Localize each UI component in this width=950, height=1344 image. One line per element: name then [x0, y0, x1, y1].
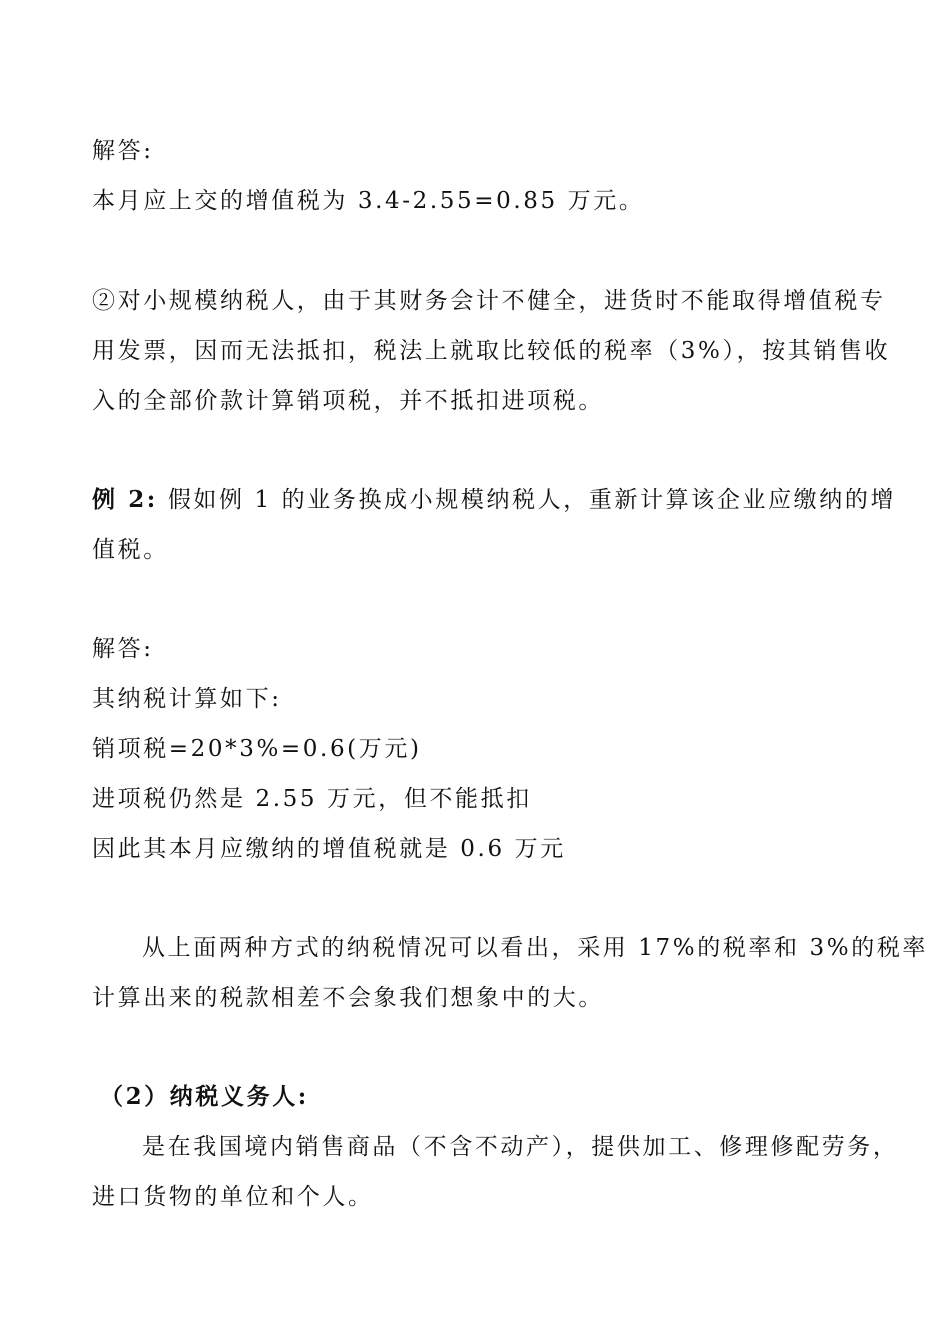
- example-2-text: 假如例 1 的业务换成小规模纳税人，重新计算该企业应缴纳的增: [157, 487, 897, 513]
- paragraph-small-taxpayer-line-1: ②对小规模纳税人，由于其财务会计不健全，进货时不能取得增值税专: [92, 288, 886, 314]
- example-2-label: 例 2:: [92, 486, 158, 513]
- taxpayer-definition-line-2: 进口货物的单位和个人。: [92, 1184, 374, 1210]
- section-heading-taxpayer: （2）纳税义务人:: [100, 1083, 309, 1110]
- comparison-line-1: 从上面两种方式的纳税情况可以看出，采用 17%的税率和 3%的税率: [142, 935, 929, 961]
- example-2-line-2: 值税。: [92, 537, 169, 563]
- answer-label-1: 解答:: [92, 138, 154, 164]
- input-tax-note: 进项税仍然是 2.55 万元，但不能抵扣: [92, 786, 532, 812]
- monthly-vat-result: 因此其本月应缴纳的增值税就是 0.6 万元: [92, 836, 566, 862]
- calculation-intro: 其纳税计算如下:: [92, 686, 282, 712]
- taxpayer-definition-line-1: 是在我国境内销售商品（不含不动产），提供加工、修理修配劳务，: [142, 1134, 899, 1160]
- comparison-line-2: 计算出来的税款相差不会象我们想象中的大。: [92, 985, 604, 1011]
- output-tax-calculation: 销项税=20*3%=0.6(万元): [92, 736, 422, 762]
- answer-label-2: 解答:: [92, 636, 154, 662]
- answer-text-1: 本月应上交的增值税为 3.4-2.55=0.85 万元。: [92, 188, 645, 214]
- paragraph-small-taxpayer-line-2: 用发票，因而无法抵扣，税法上就取比较低的税率（3%），按其销售收: [92, 338, 891, 364]
- paragraph-small-taxpayer-line-3: 入的全部价款计算销项税，并不抵扣进项税。: [92, 388, 604, 414]
- example-2-line-1: [92, 485, 896, 515]
